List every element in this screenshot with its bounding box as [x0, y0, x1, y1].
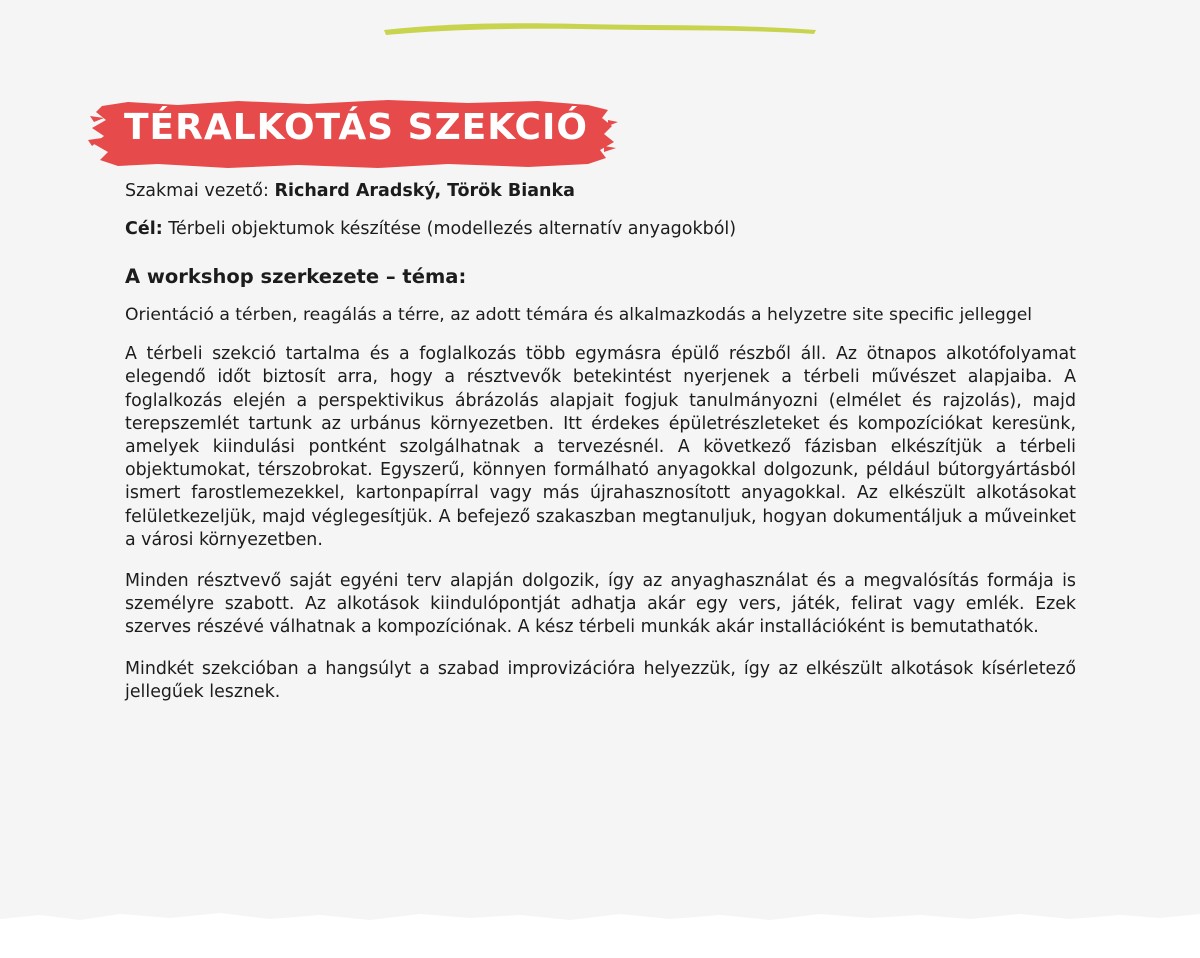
goal-text: Térbeli objektumok készítése (modellezés alternatív anyagokból) — [168, 219, 737, 239]
leader-line — [125, 178, 1076, 204]
workshop-heading: A workshop szerkezete – téma: — [125, 265, 467, 288]
section-title-banner — [88, 96, 618, 172]
section-title: TÉRALKOTÁS SZEKCIÓ — [124, 107, 588, 148]
torn-paper-edge — [0, 905, 1200, 958]
goal-line — [125, 216, 1076, 242]
paragraph-improvisation: Mindkét szekcióban a hangsúlyt a szabad improvizációra helyezzük, így az elkészült alkotások kísérletező jellegűek lesznek. — [125, 658, 1076, 702]
decorative-green-brush-stroke — [380, 18, 820, 42]
document-body — [125, 178, 1076, 722]
paragraph-structure: A térbeli szekció tartalma és a foglalkozás több egymásra épülő részből áll. Az ötnapos alkotófolyamat elegendő időt biztosít arra, hogy a résztvevők betekintést nyerjenek a térbeli művészet alapjaiba. A foglalkozás elején a perspektivikus ábrázolás alapjait fogjuk tanulmányozni (elmélet és rajzolás), majd terepszemlét tartunk az urbánus környezetben. Itt érdekes épületrészleteket és kompozíciókat keresünk, amelyek kiindulási pontként szolgálhatnak a tervezésnél. A következő fázisban elkészítjük a térbeli objektumokat, térszobrokat. Egyszerű, könnyen formálható anyagokkal dolgozunk, például bútorgyártásból ismert farostlemezekkel, kartonpapírral vagy más újrahasznosított anyagokkal. Az elkészült alkotásokat felületkezeljük, majd véglegesítjük. A befejező szakaszban megtanuljuk, hogyan dokumentáljuk a műveinket a városi környezetben. — [125, 344, 1076, 550]
leader-label: Szakmai vezető: — [125, 181, 269, 201]
leader-names: Richard Aradský, Török Bianka — [274, 181, 575, 201]
paragraph-orientation: Orientáció a térben, reagálás a térre, az adott témára és alkalmazkodás a helyzetre site specific jelleggel — [125, 305, 1033, 325]
paragraph-individual-plan: Minden résztvevő saját egyéni terv alapján dolgozik, így az anyaghasználat és a megvalósítás formája is személyre szabott. Az alkotások kiindulópontját adhatja akár egy vers, játék, felirat vagy emlék. Ezek szerves részévé válhatnak a kompozíciónak. A kész térbeli munkák akár installációként is bemutathatók. — [125, 571, 1076, 638]
goal-label: Cél: — [125, 219, 163, 239]
